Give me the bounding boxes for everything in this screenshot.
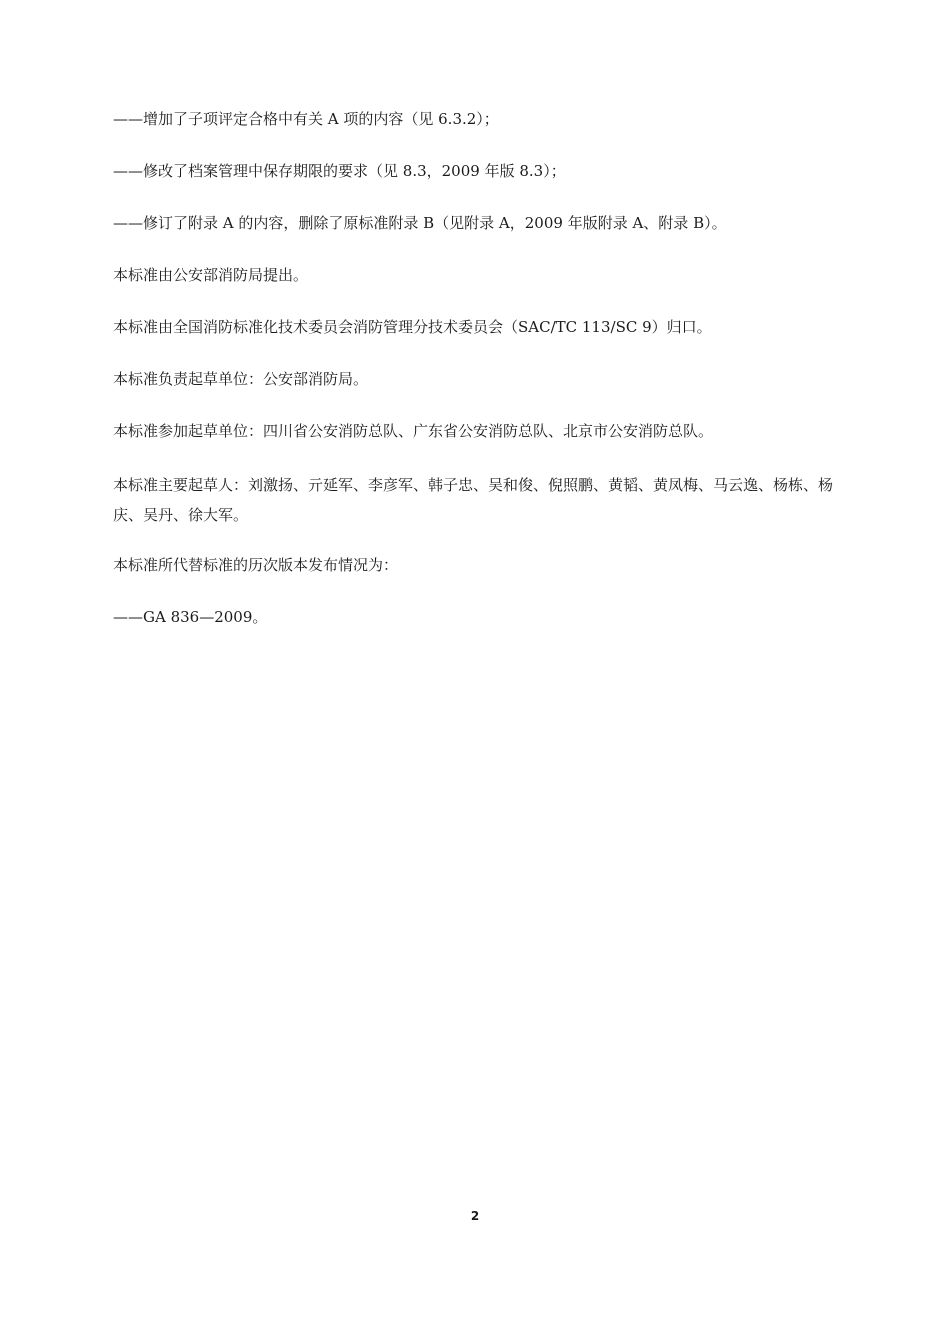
change-item-3: ——修订了附录 A 的内容，删除了原标准附录 B（见附录 A，2009 年版附录 A、附录 B）。 bbox=[113, 214, 727, 232]
lead-drafting-unit: 本标准负责起草单位：公安部消防局。 bbox=[113, 370, 369, 388]
previous-version-item: ——GA 836—2009。 bbox=[113, 608, 268, 626]
proposer-statement: 本标准由公安部消防局提出。 bbox=[113, 266, 309, 284]
main-drafters: 本标准主要起草人：刘激扬、亓延军、李彦军、韩子忠、吴和俊、倪照鹏、黄韬、黄凤梅、马云逸、杨栋、杨庆、吴丹、徐大军。 bbox=[113, 476, 834, 524]
change-item-2: ——修改了档案管理中保存期限的要求（见 8.3，2009 年版 8.3）； bbox=[113, 162, 566, 180]
change-item-1: ——增加了子项评定合格中有关 A 项的内容（见 6.3.2）； bbox=[113, 110, 499, 128]
participating-drafting-units: 本标准参加起草单位：四川省公安消防总队、广东省公安消防总队、北京市公安消防总队。 bbox=[113, 422, 714, 440]
committee-statement: 本标准由全国消防标准化技术委员会消防管理分技术委员会（SAC/TC 113/SC 9）归口。 bbox=[113, 318, 712, 336]
previous-versions-heading: 本标准所代替标准的历次版本发布情况为： bbox=[113, 556, 399, 574]
page-body bbox=[113, 106, 843, 656]
page-number: 2 bbox=[470, 1209, 480, 1223]
